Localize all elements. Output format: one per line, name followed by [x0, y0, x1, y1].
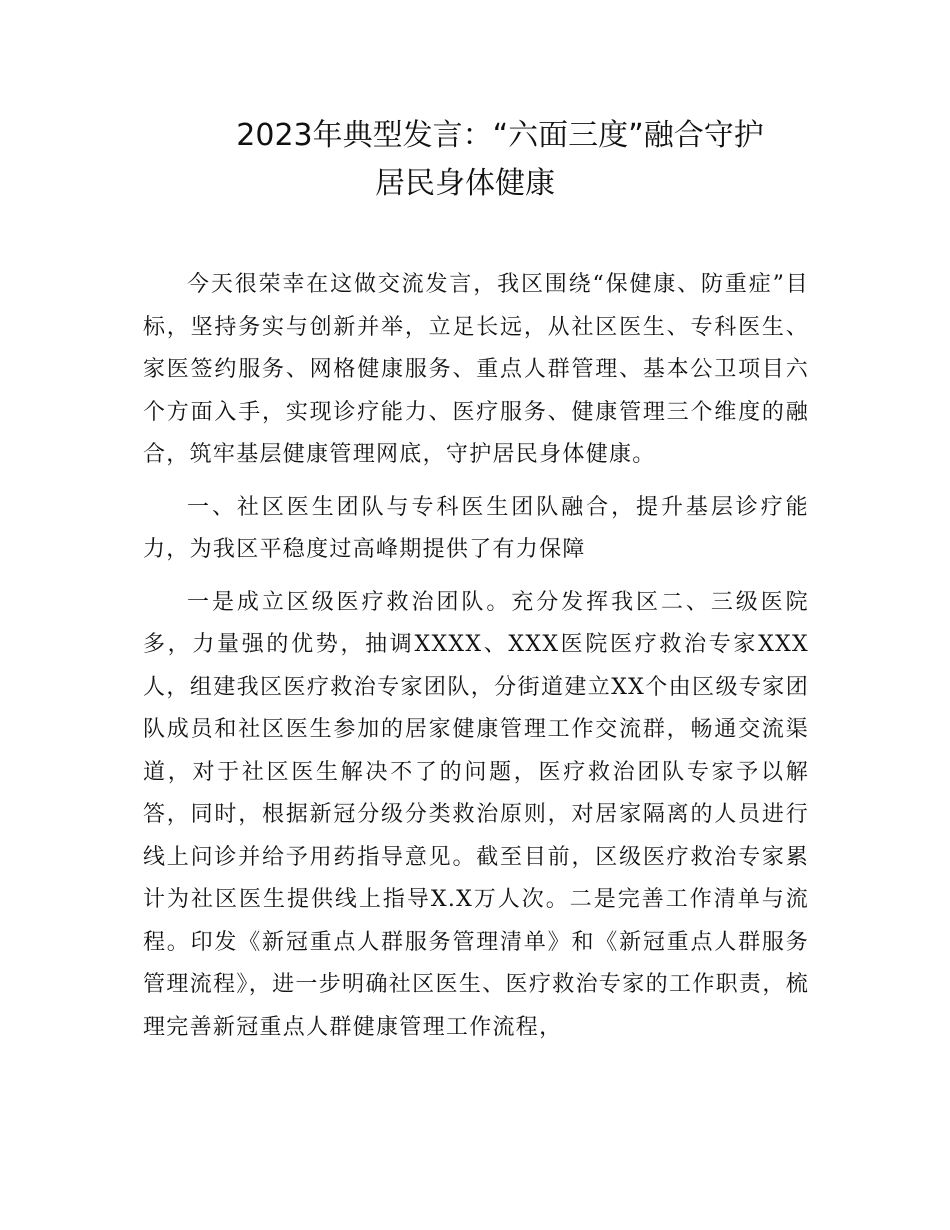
document-body: [143, 264, 809, 1059]
paragraph-section-heading: 一、社区医生团队与专科医生团队融合，提升基层诊疗能力，为我区平稳度过高峰期提供了有力保障: [143, 494, 809, 562]
paragraph-intro: 今天很荣幸在这做交流发言，我区围绕“保健康、防重症”目标，坚持务实与创新并举，立足长远，从社区医生、专科医生、家医签约服务、网格健康服务、重点人群管理、基本公卫项目六个方面入手，实现诊疗能力、医疗服务、健康管理三个维度的融合，筑牢基层健康管理网底，守护居民身体健康。: [143, 272, 809, 467]
title-line-1: 2023年典型发言：“六面三度”融合守护: [236, 118, 764, 153]
document-title: [120, 112, 880, 208]
title-line-2: 居民身体健康: [375, 166, 555, 201]
paragraph-body: 一是成立区级医疗救治团队。充分发挥我区二、三级医院多，力量强的优势，抽调XXXX、XXX医院医疗救治专家XXX人，组建我区医疗救治专家团队，分街道建立XX个由区级专家团队成员和社区医生参加的居家健康管理工作交流群，畅通交流渠道，对于社区医生解决不了的问题，医疗救治团队专家予以解答，同时，根据新冠分级分类救治原则，对居家隔离的人员进行线上问诊并给予用药指导意见。截至目前，区级医疗救治专家累计为社区医生提供线上指导X.X万人次。二是完善工作清单与流程。印发《新冠重点人群服务管理清单》和《新冠重点人群服务管理流程》，进一步明确社区医生、医疗救治专家的工作职责，梳理完善新冠重点人群健康管理工作流程，: [143, 589, 809, 1040]
